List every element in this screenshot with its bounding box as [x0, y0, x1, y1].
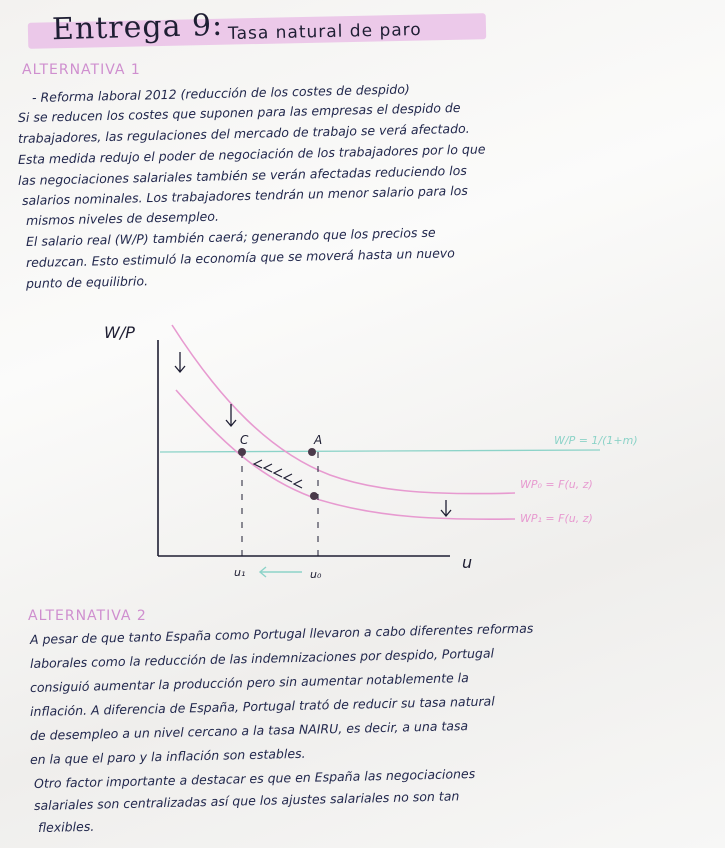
- price-setting-label: W/P = 1/(1+m): [554, 434, 638, 447]
- text-line: inflación. A diferencia de España, Portugal trató de reducir su tasa natural: [29, 693, 495, 719]
- point-a-label: A: [314, 433, 323, 447]
- down-arrow-icon: [175, 352, 185, 372]
- price-setting-line: [160, 450, 600, 452]
- text-line: trabajadores, las regulaciones del mercado de trabajo se verá afectado.: [17, 120, 470, 146]
- text-line: A pesar de que tanto España como Portugal llevaron a cabo diferentes reformas: [29, 620, 534, 647]
- alternativa-2-heading: ALTERNATIVA 2: [28, 608, 147, 624]
- y-axis-label: W/P: [104, 323, 135, 342]
- wage-curve-ws1-label: WP₁ = F(u, z): [520, 512, 593, 525]
- text-line: Si se reducen los costes que suponen para las empresas el despido de: [17, 99, 461, 125]
- down-arrow-icon: [441, 500, 451, 516]
- text-line: El salario real (W/P) también caerá; generando que los precios se: [25, 224, 436, 249]
- text-line: Esta medida redujo el poder de negociación de los trabajadores por lo que: [17, 141, 486, 167]
- text-line: Otro factor importante a destacar es que en España las negociaciones: [33, 765, 476, 791]
- point-b-marker: [310, 492, 318, 500]
- tick-u0-label: u₀: [310, 568, 322, 581]
- text-line: consiguió aumentar la producción pero sin aumentar notablemente la: [29, 670, 469, 695]
- text-line: de desempleo a un nivel cercano a la tasa NAIRU, es decir, a una tasa: [29, 718, 469, 743]
- point-a-marker: [308, 448, 316, 456]
- movement-arrows-icon: [254, 460, 302, 488]
- text-line: laborales como la reducción de las indemnizaciones por despido, Portugal: [29, 645, 495, 671]
- wage-curve-ws0: [172, 325, 515, 494]
- text-line: en la que el paro y la inflación son estables.: [29, 745, 306, 767]
- text-line: - Reforma laboral 2012 (reducción de los costes de despido): [31, 81, 410, 105]
- text-line: punto de equilibrio.: [25, 273, 149, 291]
- page-subtitle: Tasa natural de paro: [227, 19, 422, 45]
- text-line: mismos niveles de desempleo.: [25, 208, 220, 228]
- text-line: flexibles.: [37, 818, 95, 835]
- x-axis-label: u: [462, 553, 473, 572]
- text-line: salariales son centralizadas así que los ajustes salariales no son tan: [33, 788, 460, 813]
- point-c-label: C: [240, 433, 249, 447]
- point-c-marker: [238, 448, 246, 456]
- text-line: las negociaciones salariales también se verán afectadas reduciendo los: [17, 162, 467, 188]
- alternativa-1-heading: ALTERNATIVA 1: [22, 62, 141, 78]
- text-line: salarios nominales. Los trabajadores tendrán un menor salario para los: [21, 182, 469, 208]
- text-line: reduzcan. Esto estimuló la economía que se moverá hasta un nuevo: [25, 245, 455, 270]
- wage-curve-ws0-label: WP₀ = F(u, z): [520, 478, 593, 491]
- wage-curve-ws1: [176, 390, 515, 519]
- left-arrow-icon: [260, 567, 302, 577]
- tick-u1-label: u₁: [234, 566, 246, 579]
- page-title: Entrega 9:: [51, 7, 224, 48]
